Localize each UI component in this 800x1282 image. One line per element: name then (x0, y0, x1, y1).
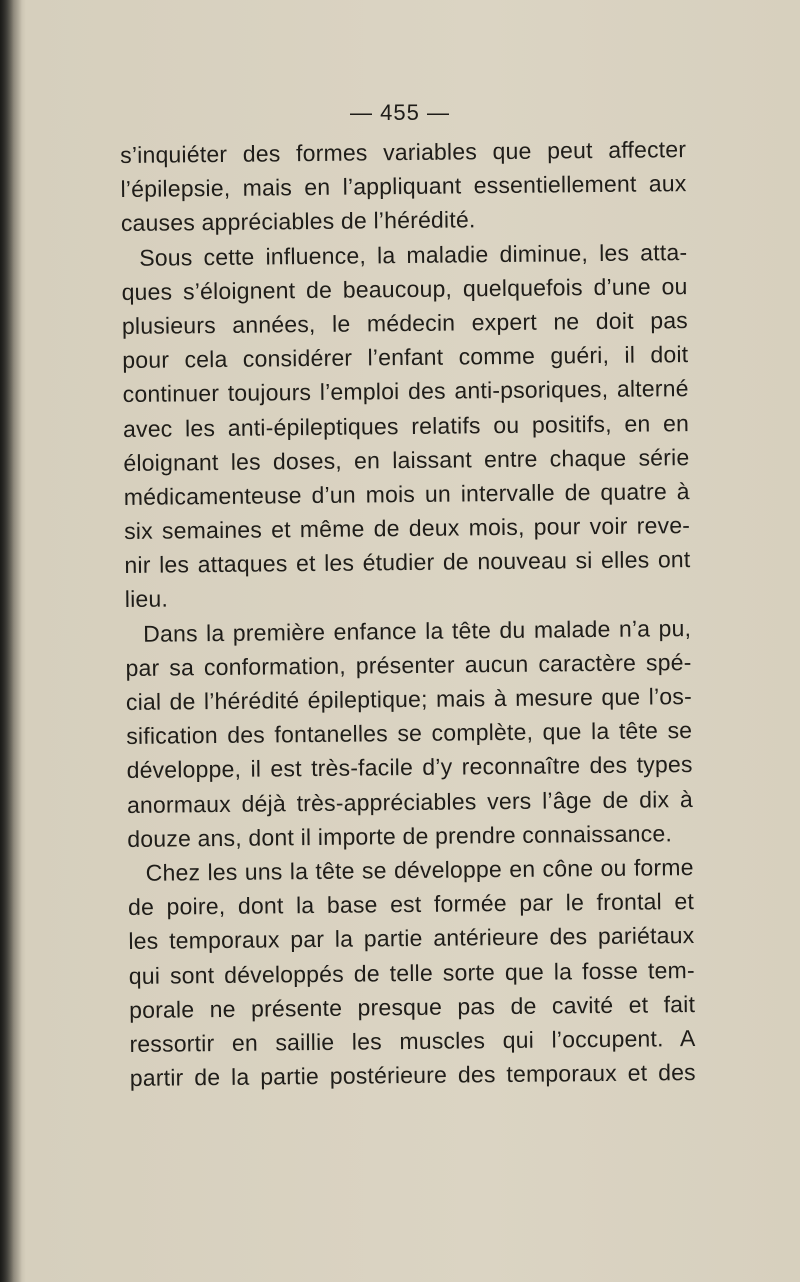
text-line: pour cela considérer l’enfant comme guéri, il doit (122, 341, 689, 374)
text-line: continuer toujours l’emploi des anti-psoriques, alterné (122, 375, 689, 408)
text-line: Dans la première enfance la tête du malade n’a pu, (143, 614, 692, 647)
text-line: anormaux déjà très-appréciables vers l’âge de dix à (126, 785, 694, 818)
text-line: s’inquiéter des formes variables que peut affecter (120, 136, 687, 168)
text-line: nir les attaques et les étudier de nouveau si elles ont (124, 546, 691, 579)
binding-gutter-shadow (0, 0, 22, 1282)
text-line: avec les anti-épileptiques relatifs ou positifs, en en (122, 409, 690, 442)
text-line: éloignant les doses, en laissant entre chaque série (123, 443, 690, 476)
text-line: les temporaux par la partie antérieure des pariétaux (128, 922, 695, 955)
text-line: douze ans, dont il importe de prendre connaissance. (127, 820, 673, 852)
body-text (120, 132, 696, 1095)
text-line: porale ne présente presque pas de cavité et fait (128, 990, 696, 1023)
text-line: qui sont développés de telle sorte que la fosse tem- (128, 956, 695, 989)
text-line: six semaines et même de deux mois, pour voir reve- (123, 512, 691, 545)
text-line: de poire, dont la base est formée par le frontal et (127, 888, 695, 921)
text-line: causes appréciables de l’hérédité. (120, 206, 476, 237)
text-line: cial de l’hérédité épileptique; mais à mesure que l’os- (125, 683, 693, 715)
text-line: Chez les uns la tête se développe en cône ou forme (145, 853, 694, 886)
text-line: développe, il est très-facile d’y reconnaître des types (126, 751, 693, 784)
text-line: plusieurs années, le médecin expert ne doit pas (121, 307, 689, 339)
text-line: ques s’éloignent de beaucoup, quelquefois d’une ou (121, 272, 688, 305)
text-line: sification des fontanelles se complète, que la tête se (126, 717, 693, 750)
text-line: lieu. (124, 585, 169, 613)
text-line: par sa conformation, présenter aucun caractère spé- (125, 648, 692, 681)
text-line: ressortir en saillie les muscles qui l’occupent. A (129, 1024, 696, 1057)
text-line: médicamenteuse d’un mois un intervalle de quatre à (123, 477, 690, 510)
text-line: l’épilepsie, mais en l’appliquant essentiellement aux (120, 170, 687, 203)
text-line: partir de la partie postérieure des temporaux et des (129, 1059, 696, 1092)
page-number: — 455 — (350, 100, 450, 125)
text-line: Sous cette influence, la maladie diminue, les atta- (139, 238, 688, 271)
